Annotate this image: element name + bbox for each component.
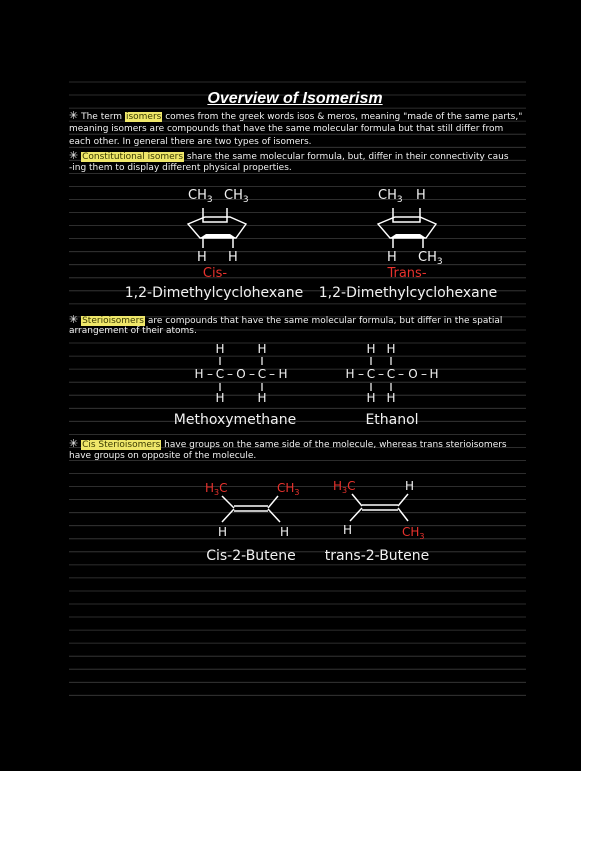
highlight-cis-sterioisomers: Cis Sterioisomers: [82, 440, 161, 450]
bond: [222, 496, 234, 508]
bond: [350, 508, 362, 521]
trans-bottom-left-label: H: [387, 250, 397, 265]
trans-cyclohexane: [319, 188, 498, 301]
bond-dash: –: [269, 367, 275, 381]
ethanol-structure: [345, 342, 438, 405]
trans-name: 1,2-Dimethylcyclohexane: [318, 285, 498, 301]
cis-bottom-right-label: H: [228, 250, 238, 265]
ethanol-h-right: H: [429, 367, 439, 381]
ethanol-h-top-left: H: [366, 342, 376, 356]
trans-bottom-right-label: $CH_3$: [418, 250, 443, 267]
trans-ring-front: [390, 234, 426, 238]
bond: [268, 496, 278, 508]
cis-ring-front: [200, 234, 236, 238]
trans-prefix: Trans-: [387, 266, 427, 281]
bond: [398, 494, 408, 506]
ethanol-o: O: [408, 367, 418, 381]
cyclohexane-figures: [0, 180, 581, 305]
trans-butene-h-bottom: H: [343, 523, 353, 537]
ether-ethanol-figures: [0, 338, 581, 430]
bond: [398, 508, 408, 521]
ether-h-left: H: [194, 367, 204, 381]
trans-butene-methyl-bottom: $CH_3$: [402, 525, 425, 541]
bond-dash: –: [358, 367, 364, 381]
cis-trans-line-2: have groups on opposite of the molecule.: [69, 451, 257, 461]
ethanol-h-bottom-left: H: [366, 391, 376, 405]
ether-h-bottom-right: H: [257, 391, 267, 405]
intro-line-3: each other. In general there are two types of isomers.: [69, 137, 312, 147]
trans-top-left-label: $CH_3$: [378, 188, 403, 205]
cis-butene-h-right: H: [280, 525, 290, 539]
cis-butene-h-left: H: [218, 525, 228, 539]
ethanol-name: Ethanol: [365, 412, 419, 428]
bond-dash: –: [249, 367, 255, 381]
intro-line-1: ✳ The term isomers comes from the greek words isos & meros, meaning "made of the same parts,": [69, 109, 523, 122]
trans-butene-h-top: H: [405, 479, 415, 493]
ether-o: O: [236, 367, 246, 381]
cis-cyclohexane: [125, 188, 304, 301]
cis-butene-methyl-right: $CH_3$: [277, 481, 300, 497]
page-title: Overview of Isomerism: [207, 90, 383, 107]
trans-butene-name: trans-2-Butene: [324, 548, 430, 564]
bond-dash: –: [398, 367, 404, 381]
cis-top-left-label: $CH_3$: [188, 188, 213, 205]
ethanol-c-left: C: [366, 367, 376, 381]
cis-prefix: Cis-: [202, 266, 228, 281]
highlight-sterioisomers: Sterioisomers: [82, 316, 144, 326]
cis-butene-name: Cis-2-Butene: [206, 548, 296, 564]
bond: [268, 509, 280, 522]
ethanol-c-right: C: [386, 367, 396, 381]
cis-name: 1,2-Dimethylcyclohexane: [124, 285, 304, 301]
cis-bottom-left-label: H: [197, 250, 207, 265]
cis-top-bonds: [203, 208, 227, 222]
asterisk-icon: ✳: [69, 149, 79, 162]
ethanol-h-left: H: [345, 367, 355, 381]
ether-c-left: C: [215, 367, 225, 381]
asterisk-icon: ✳: [69, 313, 79, 326]
highlight-isomers: isomers: [125, 112, 162, 122]
ether-h-top-right: H: [257, 342, 267, 356]
cis-butene-methyl-left: $H_3C$: [205, 481, 228, 497]
bond-dash: –: [207, 367, 213, 381]
constitutional-line-2: -ing them to display different physical properties.: [69, 163, 292, 173]
bond-dash: –: [421, 367, 427, 381]
butene-figures: [0, 470, 581, 570]
asterisk-icon: ✳: [69, 437, 79, 450]
ether-c-right: C: [257, 367, 267, 381]
methoxymethane-structure: [194, 342, 287, 405]
intro-line-2: meaning isomers are compounds that have the same molecular formula but that still differ from: [69, 124, 504, 134]
trans-butene-methyl-left: $H_3C$: [333, 479, 356, 495]
highlight-constitutional: Constitutional isomers: [82, 152, 184, 162]
stereo-line-1: ✳ Sterioisomers are compounds that have the same molecular formula, but differ in the spatial: [69, 313, 503, 326]
cis-trans-line-1: ✳ Cis Sterioisomers have groups on the same side of the molecule, whereas trans sterioisomers: [69, 437, 507, 450]
ethanol-h-top-right: H: [386, 342, 396, 356]
bond-dash: –: [227, 367, 233, 381]
trans-top-right-label: H: [416, 188, 426, 203]
bond: [222, 509, 234, 522]
methoxymethane-name: Methoxymethane: [173, 412, 297, 428]
ether-h-right: H: [278, 367, 288, 381]
ether-h-bottom-left: H: [215, 391, 225, 405]
constitutional-line-1: ✳ Constitutional isomers share the same molecular formula, but, differ in their connectivity caus: [69, 149, 509, 162]
bond: [352, 494, 362, 506]
ether-h-top-left: H: [215, 342, 225, 356]
bond-dash: –: [378, 367, 384, 381]
ethanol-h-bottom-right: H: [386, 391, 396, 405]
stereo-line-2: arrangement of their atoms.: [69, 326, 197, 336]
asterisk-icon: ✳: [69, 109, 79, 122]
cis-top-right-label: $CH_3$: [224, 188, 249, 205]
trans-top-bonds: [393, 208, 420, 222]
trans-2-butene: [325, 479, 430, 564]
cis-2-butene: [205, 481, 300, 564]
